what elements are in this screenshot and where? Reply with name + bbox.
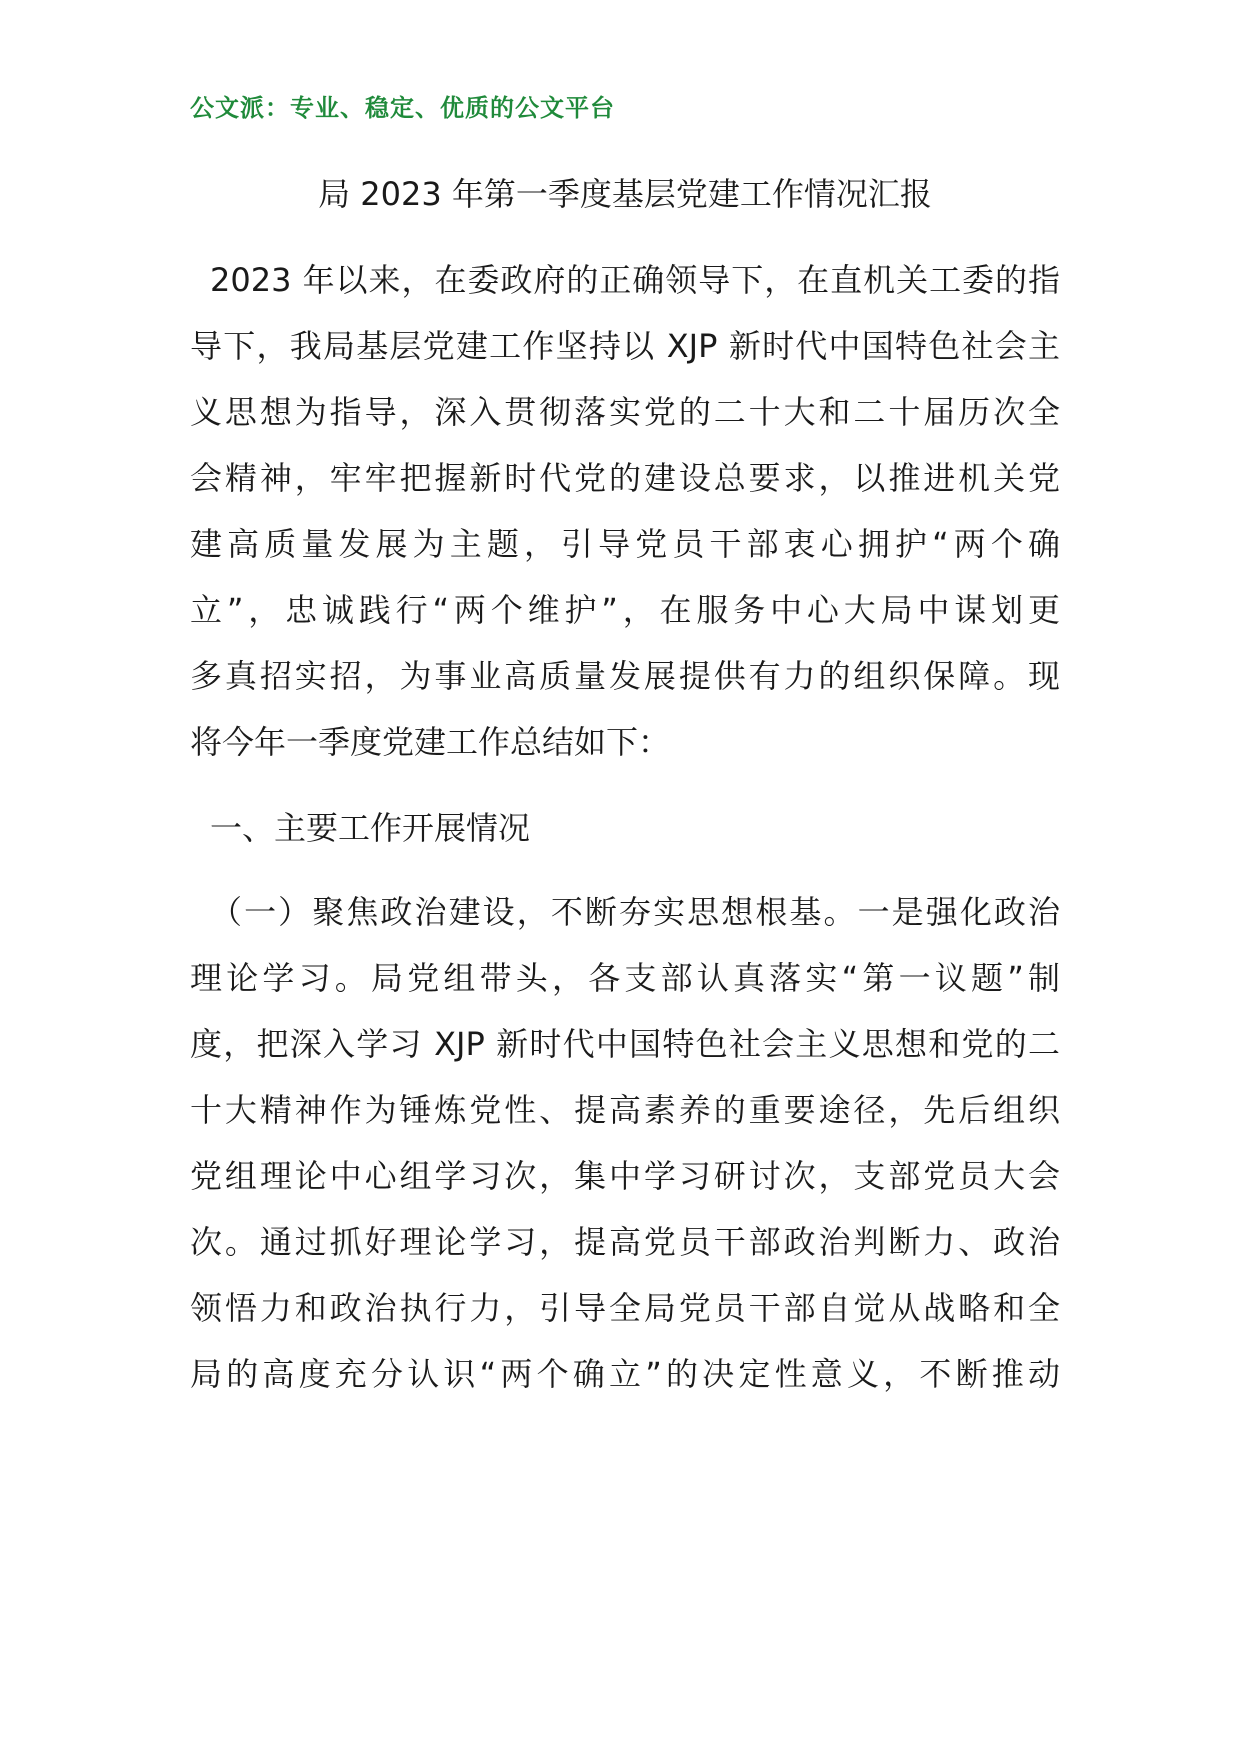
section-line: 十大精神作为锤炼党性、提高素养的重要途径，先后组织: [190, 1091, 1060, 1129]
intro-line: 2023 年以来，在委政府的正确领导下，在直机关工委的指: [210, 261, 1060, 299]
intro-line: 义思想为指导，深入贯彻落实党的二十大和二十届历次全: [190, 393, 1060, 431]
section-line: 领悟力和政治执行力，引导全局党员干部自觉从战略和全: [190, 1289, 1060, 1327]
intro-line: 会精神，牢牢把握新时代党的建设总要求，以推进机关党: [190, 459, 1060, 497]
section-line: 度，把深入学习 XJP 新时代中国特色社会主义思想和党的二: [190, 1025, 1060, 1063]
section-heading: 一、主要工作开展情况: [210, 809, 531, 847]
intro-line: 多真招实招，为事业高质量发展提供有力的组织保障。现: [190, 657, 1060, 695]
intro-line: 导下，我局基层党建工作坚持以 XJP 新时代中国特色社会主: [190, 327, 1060, 365]
section-line: 次。通过抓好理论学习，提高党员干部政治判断力、政治: [190, 1223, 1060, 1261]
intro-line: 将今年一季度党建工作总结如下：: [190, 723, 671, 761]
document-title: 局 2023 年第一季度基层党建工作情况汇报: [318, 175, 932, 213]
section-line: 理论学习。局党组带头，各支部认真落实“第一议题”制: [190, 959, 1060, 997]
intro-line: 建高质量发展为主题，引导党员干部衷心拥护“两个确: [190, 525, 1060, 563]
section-line: 党组理论中心组学习次，集中学习研讨次，支部党员大会: [190, 1157, 1060, 1195]
intro-line: 立”，忠诚践行“两个维护”，在服务中心大局中谋划更: [190, 591, 1060, 629]
section-line: 局的高度充分认识“两个确立”的决定性意义，不断推动: [190, 1355, 1060, 1393]
section-line: （一）聚焦政治建设，不断夯实思想根基。一是强化政治: [210, 893, 1060, 931]
header-brand: 公文派：专业、稳定、优质的公文平台: [190, 94, 615, 122]
